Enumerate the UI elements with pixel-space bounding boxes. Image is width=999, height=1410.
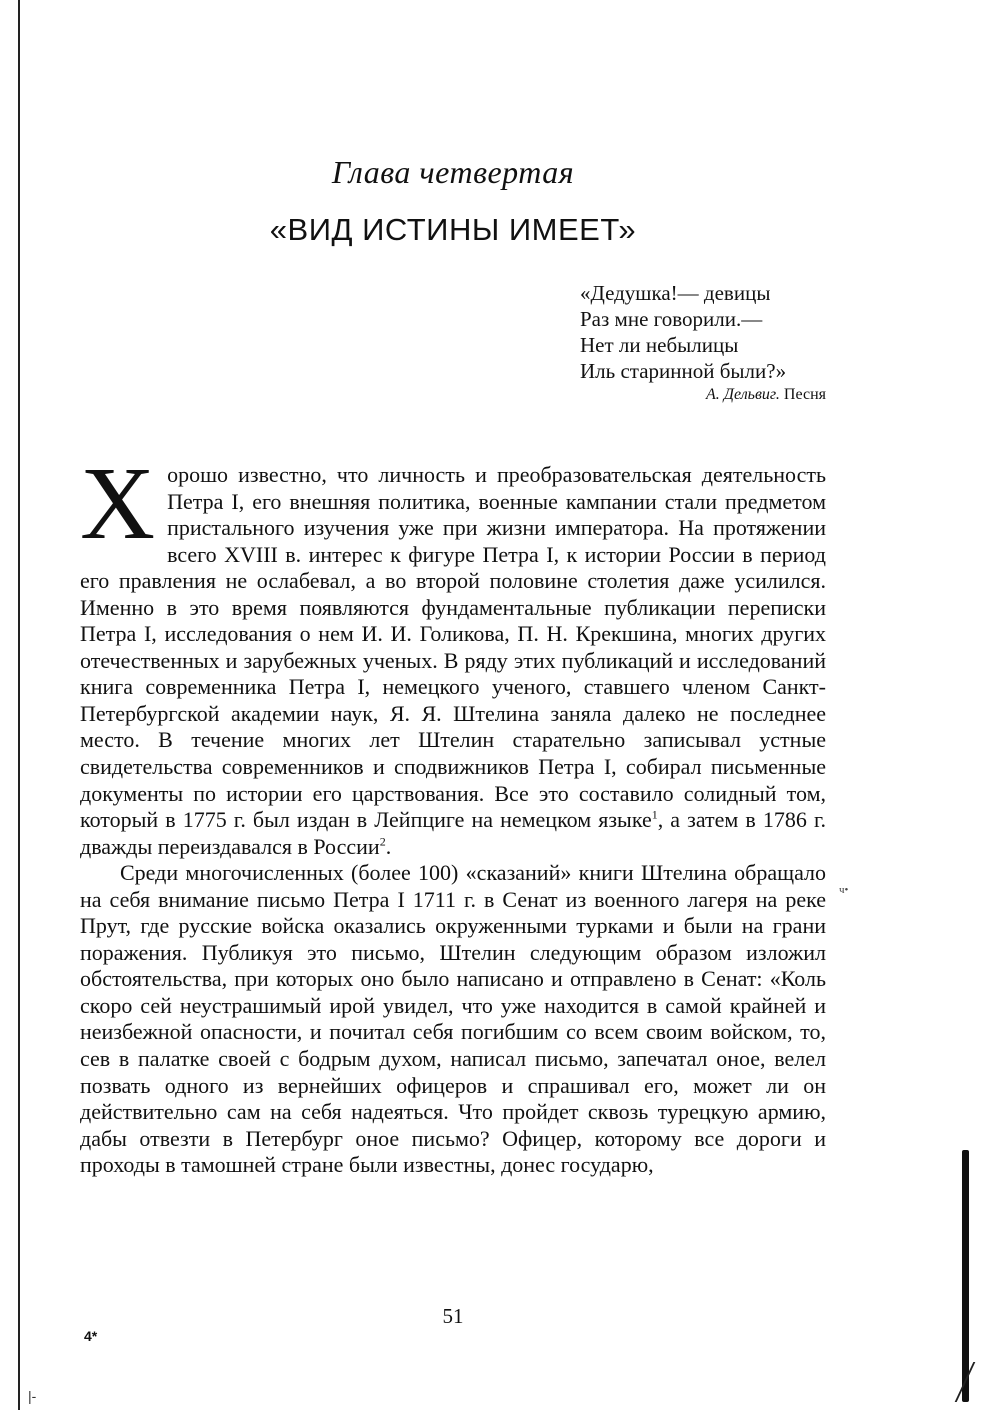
paragraph-text: . [385, 833, 392, 859]
page-number: 51 [442, 1304, 464, 1328]
paragraph: Среди многочисленных (более 100) «сказаний» книги Штелина обращало на себя внимание письмо Петра I 1711 г. в Сенат из военного лагеря на реке Прут, где русские войска оказались окруженными турками и были на грани поражения. Публикуя это письмо, Штелин следующим образом изложил обстоятельства, при которых оно было написано и отправлено в Сенат: «Коль скоро сей неустрашимый ирой увидел, что уже находится в самой крайней и неизбежной опасности, и почитал себя погибшим со всем своим войском, то, сев в палатке своей с бодрым духом, написал письмо, запечатал оное, велел позвать одного из вернейших офицеров и спрашивал его, может ли он действительно сам на себя надеяться. Что пройдет сквозь турецкую армию, дабы отвезти в Петербург оное письмо? Офицер, которому все дороги и проходы в тамошней стране были известны, донес государю, [80, 860, 826, 1178]
footnote-ref[interactable]: 1 [651, 807, 658, 822]
chapter-title: «ВИД ИСТИНЫ ИМЕЕТ» [269, 212, 637, 247]
paragraph-text: , а затем в 1786 г. дважды переиздавался в России [80, 807, 826, 859]
scan-mark-left: |- [28, 1388, 37, 1404]
epigraph [580, 280, 840, 384]
epigraph-source [560, 386, 826, 404]
body-text [80, 446, 826, 1179]
paragraph [80, 446, 826, 860]
epigraph-work: Песня [783, 386, 826, 403]
chapter-number: Глава четвертая [331, 154, 575, 190]
drop-cap: Х [80, 446, 156, 561]
signature-mark: 4* [84, 1328, 98, 1344]
epigraph-line: Раз мне говорили.— [580, 307, 763, 331]
epigraph-line: «Дедушка!— девицы [580, 281, 771, 305]
epigraph-author: А. Дельвиг. [706, 386, 780, 403]
margin-mark: ч• [839, 884, 849, 896]
epigraph-line: Иль старинной были?» [580, 359, 787, 383]
paragraph-text: орошо известно, что личность и преобразовательская деятельность Петра I, его внешняя политика, военные кампании стали предметом пристального изучения уже при жизни императора. На протяжении всего XVIII в. интерес к фигуре Петра I, к истории России в период его правления не ослабевал, а во второй половине столетия даже усилился. Именно в это время появляются фундаментальные публикации переписки Петра I, исследования о нем И. И. Голикова, П. Н. Крекшина, многих других отечественных и зарубежных ученых. В ряду этих публикаций и исследований книга современника Петра I, немецкого ученого, ставшего членом Санкт-Петербургской академии наук, Я. Я. Штелина заняла далеко не последнее место. В течение многих лет Штелин старательно записывал устные свидетельства современников и сподвижников Петра I, собирал письменные документы по истории его царствования. Все это составило солидный том, который в 1775 г. был издан в Лейпциге на немецком языке [80, 462, 826, 833]
epigraph-line: Нет ли небылицы [580, 333, 739, 357]
footnote-ref[interactable]: 2 [379, 834, 386, 849]
